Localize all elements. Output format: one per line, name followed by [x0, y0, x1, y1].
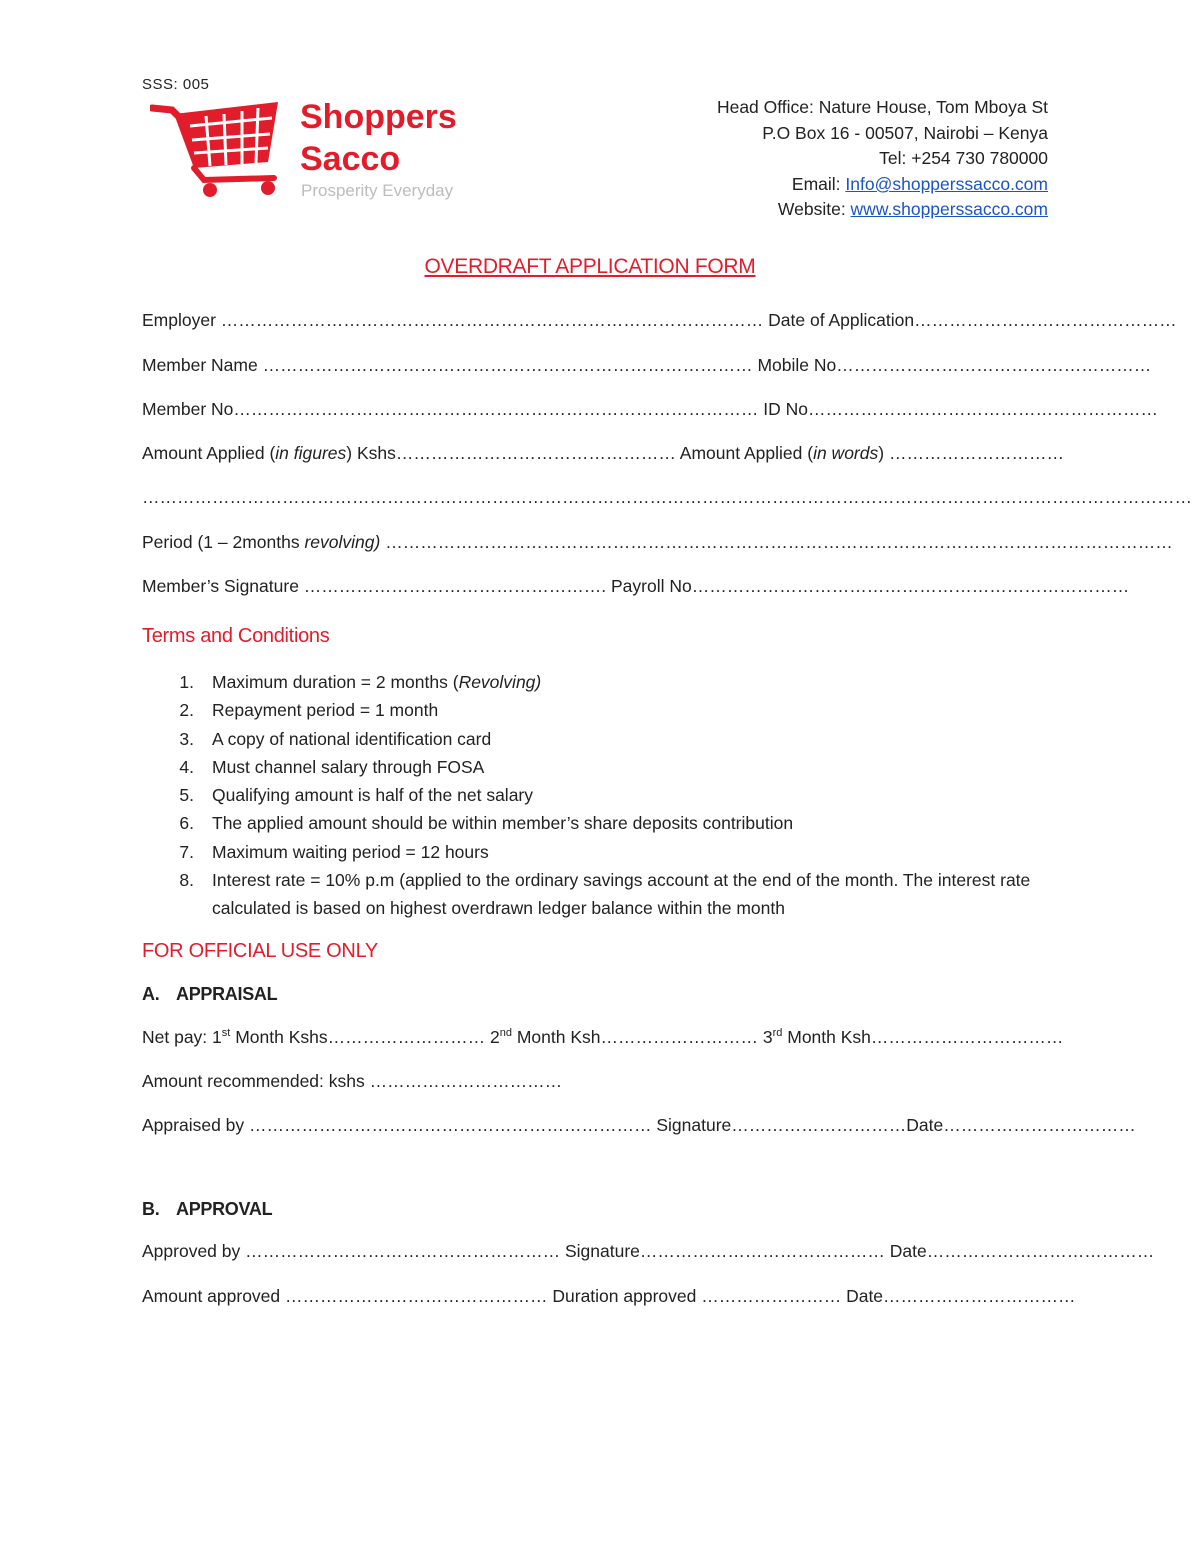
approval-title: APPROVAL [176, 1199, 273, 1219]
term-number: 1. [179, 672, 194, 692]
term-text [212, 668, 1072, 696]
term-number: 8. [179, 870, 194, 891]
term-number: 5. [179, 785, 194, 806]
list-item [142, 781, 1072, 809]
website-line [778, 199, 1048, 220]
amount-applied-field[interactable] [142, 443, 1064, 464]
signature-payroll-field[interactable]: Member’s Signature ……………………………………………. Payroll No………………………………………………………………… [142, 576, 1130, 596]
term-number: 7. [179, 841, 194, 862]
term-text: Maximum waiting period = 12 hours [212, 841, 489, 862]
brand-tagline: Prosperity Everyday [301, 181, 454, 200]
amount-approved-field[interactable]: Amount approved ……………………………………… Duration approved …………………… Date…………………………… [142, 1286, 1076, 1306]
shopping-cart-logo-icon [150, 96, 300, 200]
list-item [142, 866, 1072, 923]
net-pay-field[interactable] [142, 1027, 1063, 1048]
term-number: 3. [179, 728, 194, 749]
employer-field[interactable]: Employer ………………………………………………………………………………… Date of Application……………………………………… [142, 310, 1177, 330]
net-pay-label: Net pay: 1 [142, 1027, 222, 1047]
list-item [142, 696, 1072, 724]
term-text: Must channel salary through FOSA [212, 756, 485, 777]
term-text: The applied amount should be within member’s share deposits contribution [212, 813, 794, 834]
approved-by-field[interactable]: Approved by ……………………………………………… Signature…………………………………… Date………………………………… [142, 1241, 1155, 1261]
terms-list [142, 668, 1072, 923]
term-text: A copy of national identification card [212, 728, 492, 749]
superscript: st [221, 1027, 231, 1039]
telephone: Tel: +254 730 780000 [879, 148, 1048, 168]
term-text: Qualifying amount is half of the net salary [212, 785, 534, 806]
website-link[interactable]: www.shopperssacco.com [850, 199, 1048, 219]
document-reference-code: SSS: 005 [142, 76, 210, 93]
email-label: Email: [791, 174, 846, 194]
amount-figures-italic: in figures [275, 443, 347, 463]
period-italic: revolving) [304, 532, 381, 552]
net-pay-month2: Month Ksh……………………… 3 [511, 1027, 773, 1047]
list-item [142, 838, 1072, 866]
net-pay-month1: Month Kshs……………………… 2 [230, 1027, 500, 1047]
terms-heading: Terms and Conditions [142, 625, 330, 647]
member-no-field[interactable]: Member No……………………………………………………………………………… ID No…………………………………………………… [142, 399, 1159, 419]
period-label: Period (1 – 2months [142, 532, 305, 552]
appraised-by-field[interactable]: Appraised by …………………………………………………………… Signature…………………………Date…………………………… [142, 1115, 1136, 1135]
brand-name-line1: Shoppers [300, 98, 457, 136]
appraisal-number: A. [142, 984, 160, 1004]
amount-words-italic: in words [813, 443, 879, 463]
appraisal-heading [142, 984, 277, 1005]
appraisal-title: APPRAISAL [176, 984, 278, 1004]
list-item [142, 809, 1072, 837]
amount-words-dots: ) ………………………… [878, 443, 1064, 463]
approval-heading [142, 1199, 272, 1220]
approval-number: B. [142, 1199, 160, 1219]
period-field[interactable] [142, 532, 1173, 553]
term-number: 2. [179, 700, 194, 721]
term-text-italic: Revolving) [458, 672, 542, 692]
net-pay-month3: Month Ksh…………………………… [782, 1027, 1064, 1047]
amount-recommended-field[interactable]: Amount recommended: kshs …………………………… [142, 1071, 563, 1091]
list-item [142, 668, 1072, 696]
official-use-heading: FOR OFFICIAL USE ONLY [142, 940, 378, 962]
brand-name-line2: Sacco [300, 140, 401, 178]
member-name-field[interactable]: Member Name ………………………………………………………………………… Mobile No……………………………………………… [142, 355, 1152, 375]
superscript: rd [772, 1027, 783, 1039]
list-item [142, 725, 1072, 753]
term-text-body: Maximum duration = 2 months ( [212, 672, 459, 692]
amount-continuation-field[interactable]: ……………………………………………………………………………………………………………………………………………………………… [142, 487, 1192, 507]
period-dots: ……………………………………………………………………………………………………………………… [380, 532, 1173, 552]
superscript: nd [499, 1027, 512, 1039]
term-number: 6. [179, 813, 194, 834]
po-box-address: P.O Box 16 - 00507, Nairobi – Kenya [762, 123, 1048, 143]
form-title: OVERDRAFT APPLICATION FORM [424, 255, 756, 278]
term-number: 4. [179, 756, 194, 777]
amount-words-label: ) Kshs………………………………………… Amount Applied ( [346, 443, 814, 463]
head-office-address: Head Office: Nature House, Tom Mboya St [716, 97, 1048, 117]
website-label: Website: [777, 199, 851, 219]
term-text: Repayment period = 1 month [212, 700, 439, 721]
term-text: Interest rate = 10% p.m (applied to the ordinary savings account at the end of the month. The interest rate calculated is based on highest overdrawn ledger balance within the month [212, 870, 1031, 919]
email-line [792, 174, 1048, 195]
amount-figures-label: Amount Applied ( [142, 443, 276, 463]
email-link[interactable]: Info@shopperssacco.com [845, 174, 1048, 194]
list-item [142, 753, 1072, 781]
